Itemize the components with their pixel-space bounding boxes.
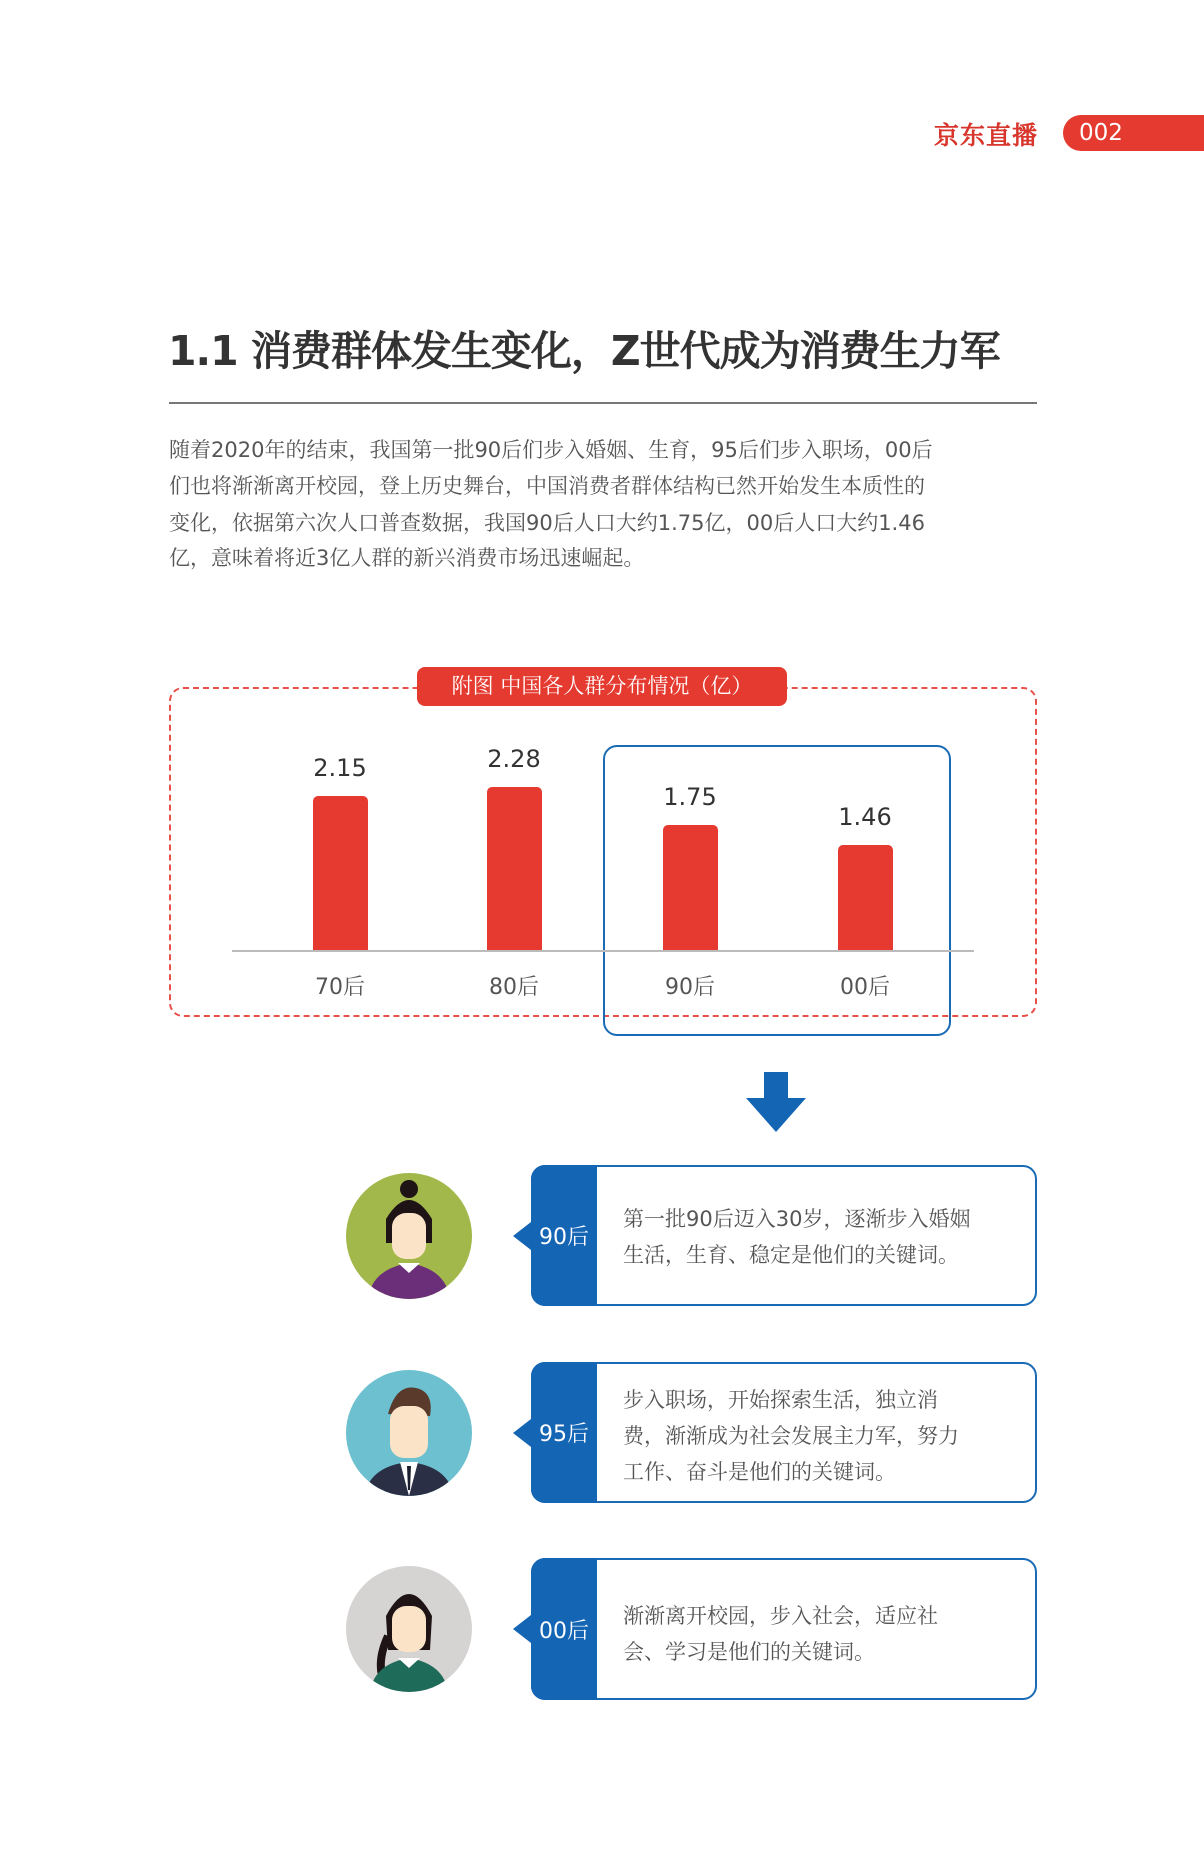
generation-tag-label: 00后 [539, 1618, 589, 1644]
avatar [346, 1566, 472, 1692]
x-axis [232, 950, 974, 952]
bar [663, 825, 718, 950]
category-label: 90后 [665, 975, 715, 1000]
card-text-line: 生活，生育、稳定是他们的关键词。 [623, 1243, 959, 1267]
card-text-line: 工作、奋斗是他们的关键词。 [623, 1460, 896, 1484]
category-label: 70后 [315, 975, 365, 1000]
paragraph-line: 们也将渐渐离开校园，登上历史舞台，中国消费者群体结构已然开始发生本质性的 [169, 474, 925, 498]
arrow-down-icon [746, 1072, 806, 1132]
bar [487, 787, 542, 950]
chart-title: 附图 中国各人群分布情况（亿） [417, 667, 787, 706]
card-text-line: 会、学习是他们的关键词。 [623, 1640, 875, 1664]
value-label: 2.28 [487, 744, 541, 773]
bar [313, 796, 368, 950]
generation-tag-label: 95后 [539, 1422, 589, 1447]
generation-tag-label: 90后 [539, 1225, 589, 1250]
paragraph-line: 变化，依据第六次人口普查数据，我国90后人口大约1.75亿，00后人口大约1.46 [169, 511, 925, 535]
bar [838, 845, 893, 950]
section-title: 1.1 消费群体发生变化，Z世代成为消费生力军 [168, 327, 1000, 375]
generation-card [531, 1558, 1037, 1700]
generation-tag [531, 1558, 597, 1700]
generation-card [531, 1362, 1037, 1503]
brand-logo-text: 京东直播 [934, 121, 1039, 150]
value-label: 1.46 [838, 803, 892, 832]
avatar [346, 1370, 472, 1496]
title-divider [169, 402, 1037, 404]
card-text-line: 第一批90后迈入30岁，逐渐步入婚姻 [623, 1207, 971, 1231]
category-label: 00后 [840, 975, 890, 1000]
paragraph-line: 随着2020年的结束，我国第一批90后们步入婚姻、生育，95后们步入职场，00后 [169, 438, 933, 462]
tag-pointer [513, 1419, 531, 1447]
tag-pointer [513, 1222, 531, 1250]
value-label: 2.15 [313, 754, 367, 783]
tag-pointer [513, 1615, 531, 1643]
card-text-line: 步入职场，开始探索生活，独立消 [623, 1388, 938, 1412]
generation-card [531, 1165, 1037, 1306]
page-number: 002 [1063, 115, 1204, 151]
avatar [346, 1173, 472, 1299]
card-text-line: 费，渐渐成为社会发展主力军，努力 [623, 1424, 959, 1448]
category-label: 80后 [489, 975, 539, 1000]
card-text-line: 渐渐离开校园，步入社会，适应社 [623, 1604, 938, 1628]
generation-tag [531, 1165, 597, 1306]
paragraph-line: 亿，意味着将近3亿人群的新兴消费市场迅速崛起。 [169, 546, 645, 570]
generation-tag [531, 1362, 597, 1503]
value-label: 1.75 [663, 782, 717, 811]
